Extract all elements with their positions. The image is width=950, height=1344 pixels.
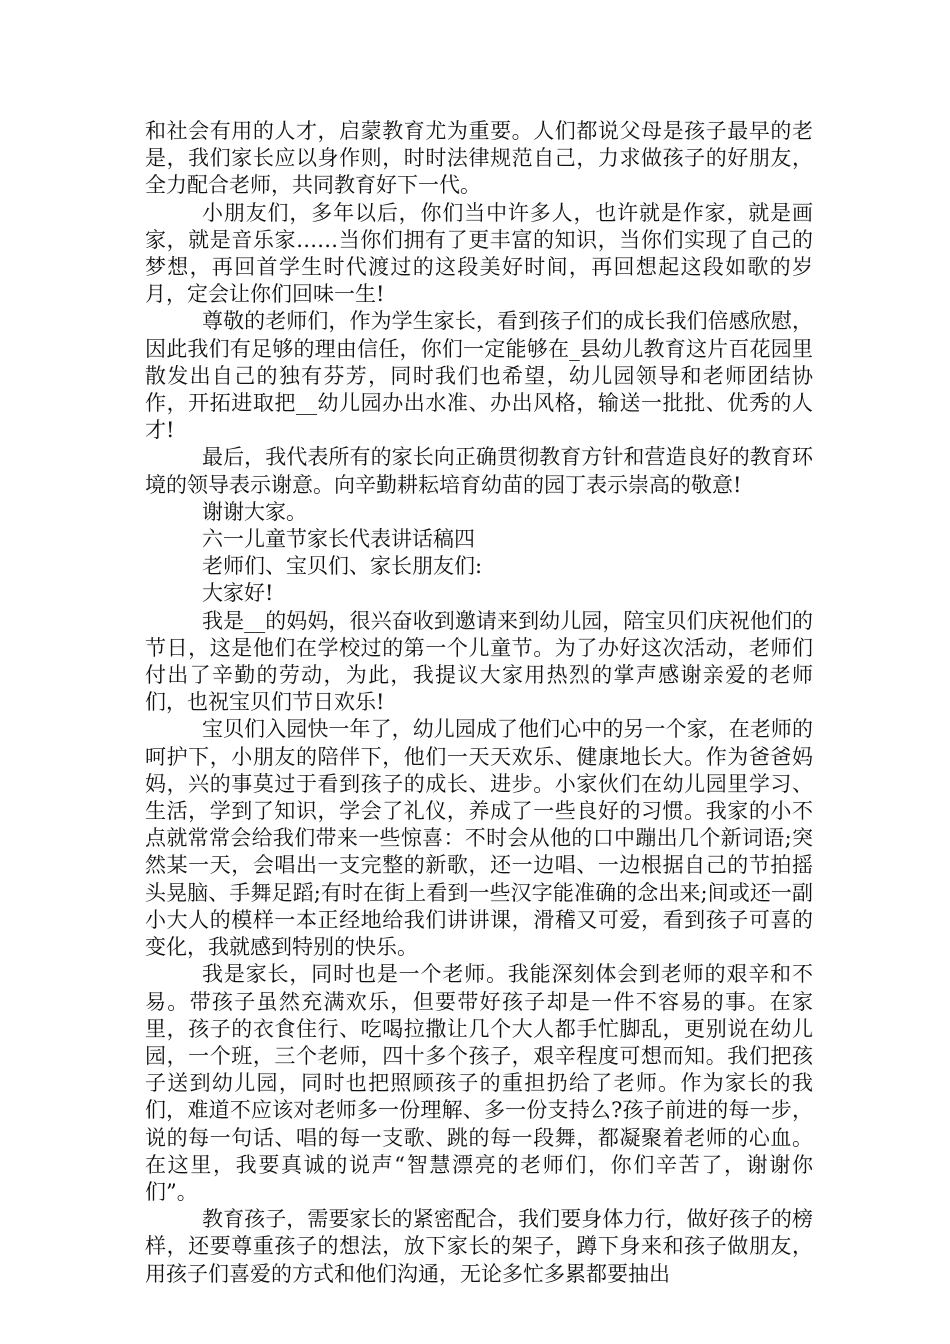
paragraph-9: 我是__的妈妈，很兴奋收到邀请来到幼儿园，陪宝贝们庆祝他们的节日，这是他们在学校过的第一个儿童节。为了办好这次活动，老师们付出了辛勤的劳动，为此，我提议大家用热烈的掌声感谢亲爱的老师们，也祝宝贝们节日欢乐! <box>145 608 813 715</box>
document-page <box>145 118 813 1288</box>
greeting: 大家好! <box>202 581 274 606</box>
paragraph-3: 尊敬的老师们，作为学生家长，看到孩子们的成长我们倍感欣慰，因此我们有足够的理由信任，你们一定能够在_县幼儿教育这片百花园里散发出自己的独有芬芳，同时我们也希望，幼儿园领导和老师团结协作，开拓进取把__幼儿园办出水准、办出风格，输送一批批、优秀的人才! <box>145 309 813 443</box>
section-heading: 六一儿童节家长代表讲话稿四 <box>202 527 475 552</box>
paragraph-11: 我是家长，同时也是一个老师。我能深刻体会到老师的艰辛和不易。带孩子虽然充满欢乐，但要带好孩子却是一件不容易的事。在家里，孩子的衣食住行、吃喝拉撒让几个大人都手忙脚乱，更别说在幼儿园，一个班，三个老师，四十多个孩子，艰辛程度可想而知。我们把孩子送到幼儿园，同时也把照顾孩子的重担扔给了老师。作为家长的我们，难道不应该对老师多一份理解、多一份支持么?孩子前进的每一步，说的每一句话、唱的每一支歌、跳的每一段舞，都凝聚着老师的心血。在这里，我要真诚的说声“智慧漂亮的老师们，你们辛苦了，谢谢你们”。 <box>145 962 813 1204</box>
paragraph-10: 宝贝们入园快一年了，幼儿园成了他们心中的另一个家，在老师的呵护下，小朋友的陪伴下，他们一天天欢乐、健康地长大。作为爸爸妈妈，兴的事莫过于看到孩子的成长、进步。小家伙们在幼儿园里学习、生活，学到了知识，学会了礼仪，养成了一些良好的习惯。我家的小不点就常常会给我们带来一些惊喜：不时会从他的口中蹦出几个新词语;突然某一天，会唱出一支完整的新歌，还一边唱、一边根据自己的节拍摇头晃脑、手舞足蹈;有时在街上看到一些汉字能准确的念出来;间或还一副小大人的模样一本正经地给我们讲讲课，滑稽又可爱，看到孩子可喜的变化，我就感到特别的快乐。 <box>145 717 813 960</box>
paragraph-2: 小朋友们，多年以后，你们当中许多人，也许就是作家，就是画家，就是音乐家……当你们拥有了更丰富的知识，当你们实现了自己的梦想，再回首学生时代渡过的这段美好时间，再回想起这段如歌的岁月，定会让你们回味一生! <box>145 200 813 307</box>
paragraph-1: 和社会有用的人才，启蒙教育尤为重要。人们都说父母是孩子最早的老是，我们家长应以身作则，时时法律规范自己，力求做孩子的好朋友，全力配合老师，共同教育好下一代。 <box>145 119 813 198</box>
paragraph-12: 教育孩子，需要家长的紧密配合，我们要身体力行，做好孩子的榜样，还要尊重孩子的想法，放下家长的架子，蹲下身来和孩子做朋友，用孩子们喜爱的方式和他们沟通，无论多忙多累都要抽出 <box>145 1207 813 1286</box>
salutation: 老师们、宝贝们、家长朋友们: <box>202 554 483 579</box>
paragraph-4: 最后，我代表所有的家长向正确贯彻教育方针和营造良好的教育环境的领导表示谢意。向辛勤耕耘培育幼苗的园丁表示崇高的敬意! <box>145 445 813 497</box>
paragraph-5: 谢谢大家。 <box>202 499 307 524</box>
